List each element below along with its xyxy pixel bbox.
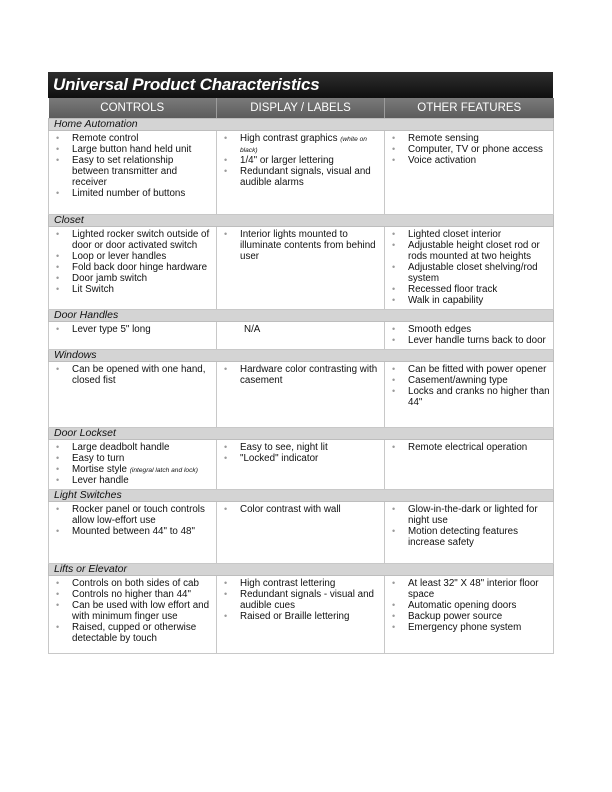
other-features-cell xyxy=(385,362,554,428)
list-item xyxy=(388,611,550,622)
item-text: "Locked" indicator xyxy=(240,453,319,464)
category-row-home-automation xyxy=(49,119,554,131)
other-features-cell xyxy=(385,502,554,564)
category-label: Lifts or Elevator xyxy=(49,564,554,576)
list-item xyxy=(220,133,381,155)
section-row-closet xyxy=(49,227,554,310)
item-text: Mortise style xyxy=(72,464,127,475)
other-features-cell xyxy=(385,131,554,215)
other-features-cell xyxy=(385,227,554,310)
list-item xyxy=(52,273,213,284)
list-item xyxy=(52,133,213,144)
controls-cell xyxy=(49,576,217,654)
item-text: Can be fitted with power opener xyxy=(408,364,547,375)
item-text: Redundant signals, visual and audible alarms xyxy=(240,166,371,188)
list-item xyxy=(388,375,550,386)
other-features-cell xyxy=(385,576,554,654)
controls-cell xyxy=(49,362,217,428)
section-row-light-switches xyxy=(49,502,554,564)
display-labels-cell xyxy=(217,502,385,564)
list-item xyxy=(388,600,550,611)
display-labels-cell xyxy=(217,322,385,350)
item-text: Smooth edges xyxy=(408,324,472,335)
other-features-list xyxy=(388,133,550,166)
list-item xyxy=(220,324,381,335)
item-text: 1/4" or larger lettering xyxy=(240,155,334,166)
list-item xyxy=(388,155,550,166)
list-item xyxy=(388,284,550,295)
other-features-cell xyxy=(385,322,554,350)
characteristics-table xyxy=(48,98,554,654)
item-text: Controls on both sides of cab xyxy=(72,578,199,589)
list-item xyxy=(388,262,550,284)
item-text: Easy to see, night lit xyxy=(240,442,328,453)
list-item xyxy=(220,611,381,622)
item-text: Controls no higher than 44" xyxy=(72,589,191,600)
list-item xyxy=(52,600,213,622)
item-text: Hardware color contrasting with casement xyxy=(240,364,378,386)
list-item xyxy=(52,464,213,475)
section-row-door-lockset xyxy=(49,440,554,490)
controls-list xyxy=(52,229,213,295)
other-features-list xyxy=(388,504,550,548)
item-note: (integral latch and lock) xyxy=(129,467,198,474)
item-text: Rocker panel or touch controls allow low-effort use xyxy=(72,504,205,526)
item-text: High contrast graphics xyxy=(240,133,338,144)
item-text: High contrast lettering xyxy=(240,578,336,589)
display-labels-list xyxy=(220,229,381,262)
section-row-windows xyxy=(49,362,554,428)
item-text: Fold back door hinge hardware xyxy=(72,262,208,273)
category-label: Door Lockset xyxy=(49,428,554,440)
item-text: Loop or lever handles xyxy=(72,251,167,262)
category-label: Door Handles xyxy=(49,310,554,322)
controls-cell xyxy=(49,502,217,564)
category-label: Light Switches xyxy=(49,490,554,502)
list-item xyxy=(52,188,213,199)
item-text: Lever handle xyxy=(72,475,129,486)
list-item xyxy=(220,453,381,464)
list-item xyxy=(388,144,550,155)
list-item xyxy=(220,504,381,515)
item-text: Can be used with low effort and with minimum finger use xyxy=(72,600,210,622)
controls-cell xyxy=(49,131,217,215)
list-item xyxy=(220,155,381,166)
list-item xyxy=(388,335,550,346)
display-labels-cell xyxy=(217,440,385,490)
category-row-door-lockset xyxy=(49,428,554,440)
item-text: Adjustable closet shelving/rod system xyxy=(408,262,538,284)
section-row-door-handles xyxy=(49,322,554,350)
list-item xyxy=(220,589,381,611)
list-item xyxy=(388,578,550,600)
item-text: Mounted between 44" to 48" xyxy=(72,526,195,537)
controls-list xyxy=(52,133,213,199)
other-features-list xyxy=(388,229,550,306)
header-row xyxy=(49,98,554,119)
list-item xyxy=(52,324,213,335)
controls-list xyxy=(52,442,213,486)
item-text: Limited number of buttons xyxy=(72,188,186,199)
item-text: Remote sensing xyxy=(408,133,479,144)
display-labels-list xyxy=(220,364,381,386)
list-item xyxy=(52,504,213,526)
item-text: Remote electrical operation xyxy=(408,442,528,453)
controls-list xyxy=(52,364,213,386)
document xyxy=(48,72,553,654)
list-item xyxy=(52,453,213,464)
display-labels-list xyxy=(220,133,381,188)
item-text: Casement/awning type xyxy=(408,375,508,386)
list-item xyxy=(52,578,213,589)
controls-cell xyxy=(49,227,217,310)
item-text: At least 32" X 48" interior floor space xyxy=(408,578,539,600)
list-item xyxy=(52,475,213,486)
header-other-features: OTHER FEATURES xyxy=(385,98,554,119)
item-text: Lever handle turns back to door xyxy=(408,335,546,346)
item-text: Raised, cupped or otherwise detectable by touch xyxy=(72,622,197,644)
item-text: Glow-in-the-dark or lighted for night use xyxy=(408,504,538,526)
other-features-list xyxy=(388,324,550,346)
list-item xyxy=(52,251,213,262)
table-body xyxy=(49,119,554,654)
list-item xyxy=(388,386,550,408)
list-item xyxy=(388,364,550,375)
display-labels-list xyxy=(220,504,381,515)
controls-list xyxy=(52,504,213,537)
display-labels-cell xyxy=(217,576,385,654)
item-text: Voice activation xyxy=(408,155,477,166)
category-row-windows xyxy=(49,350,554,362)
category-label: Closet xyxy=(49,215,554,227)
header-controls: CONTROLS xyxy=(49,98,217,119)
other-features-list xyxy=(388,442,550,453)
item-text: Walk in capability xyxy=(408,295,484,306)
item-text: Remote control xyxy=(72,133,139,144)
section-row-home-automation xyxy=(49,131,554,215)
item-text: Large button hand held unit xyxy=(72,144,192,155)
item-text: Adjustable height closet rod or rods mounted at two heights xyxy=(408,240,540,262)
category-row-light-switches xyxy=(49,490,554,502)
list-item xyxy=(52,284,213,295)
item-text: Raised or Braille lettering xyxy=(240,611,350,622)
item-text: Locks and cranks no higher than 44" xyxy=(408,386,550,408)
display-labels-cell xyxy=(217,362,385,428)
list-item xyxy=(220,364,381,386)
item-text: Automatic opening doors xyxy=(408,600,517,611)
document-title: Universal Product Characteristics xyxy=(48,72,553,98)
list-item xyxy=(388,622,550,633)
item-text: Color contrast with wall xyxy=(240,504,341,515)
item-text: Motion detecting features increase safety xyxy=(408,526,519,548)
list-item xyxy=(52,144,213,155)
list-item xyxy=(388,133,550,144)
display-labels-list xyxy=(220,442,381,464)
other-features-cell xyxy=(385,440,554,490)
list-item xyxy=(220,578,381,589)
display-labels-cell xyxy=(217,227,385,310)
list-item xyxy=(388,526,550,548)
list-item xyxy=(388,229,550,240)
list-item xyxy=(52,155,213,188)
item-text: N/A xyxy=(244,324,261,335)
item-text: Large deadbolt handle xyxy=(72,442,170,453)
item-text: Emergency phone system xyxy=(408,622,522,633)
item-text: Lever type 5" long xyxy=(72,324,151,335)
list-item xyxy=(220,229,381,262)
item-text: Lighted closet interior xyxy=(408,229,502,240)
item-text: Backup power source xyxy=(408,611,503,622)
category-row-closet xyxy=(49,215,554,227)
controls-cell xyxy=(49,440,217,490)
controls-list xyxy=(52,324,213,335)
item-note: (white on black) xyxy=(240,136,367,154)
item-text: Easy to set relationship between transmitter and receiver xyxy=(72,155,178,188)
category-row-lifts-or-elevator xyxy=(49,564,554,576)
item-text: Computer, TV or phone access xyxy=(408,144,543,155)
list-item xyxy=(52,364,213,386)
item-text: Door jamb switch xyxy=(72,273,148,284)
list-item xyxy=(52,262,213,273)
list-item xyxy=(52,442,213,453)
item-text: Interior lights mounted to illuminate contents from behind user xyxy=(240,229,376,262)
header-display-labels: DISPLAY / LABELS xyxy=(217,98,385,119)
list-item xyxy=(388,240,550,262)
other-features-list xyxy=(388,578,550,633)
section-row-lifts-or-elevator xyxy=(49,576,554,654)
item-text: Can be opened with one hand, closed fist xyxy=(72,364,206,386)
item-text: Redundant signals - visual and audible cues xyxy=(240,589,374,611)
list-item xyxy=(388,324,550,335)
category-row-door-handles xyxy=(49,310,554,322)
category-label: Windows xyxy=(49,350,554,362)
category-label: Home Automation xyxy=(49,119,554,131)
list-item xyxy=(220,442,381,453)
item-text: Lighted rocker switch outside of door or door activated switch xyxy=(72,229,210,251)
display-labels-list xyxy=(220,578,381,622)
list-item xyxy=(388,442,550,453)
controls-cell xyxy=(49,322,217,350)
list-item xyxy=(52,589,213,600)
display-labels-list xyxy=(220,324,381,335)
list-item xyxy=(52,526,213,537)
list-item xyxy=(388,504,550,526)
other-features-list xyxy=(388,364,550,408)
list-item xyxy=(388,295,550,306)
list-item xyxy=(52,622,213,644)
item-text: Lit Switch xyxy=(72,284,114,295)
controls-list xyxy=(52,578,213,644)
display-labels-cell xyxy=(217,131,385,215)
item-text: Recessed floor track xyxy=(408,284,498,295)
list-item xyxy=(220,166,381,188)
item-text: Easy to turn xyxy=(72,453,125,464)
list-item xyxy=(52,229,213,251)
